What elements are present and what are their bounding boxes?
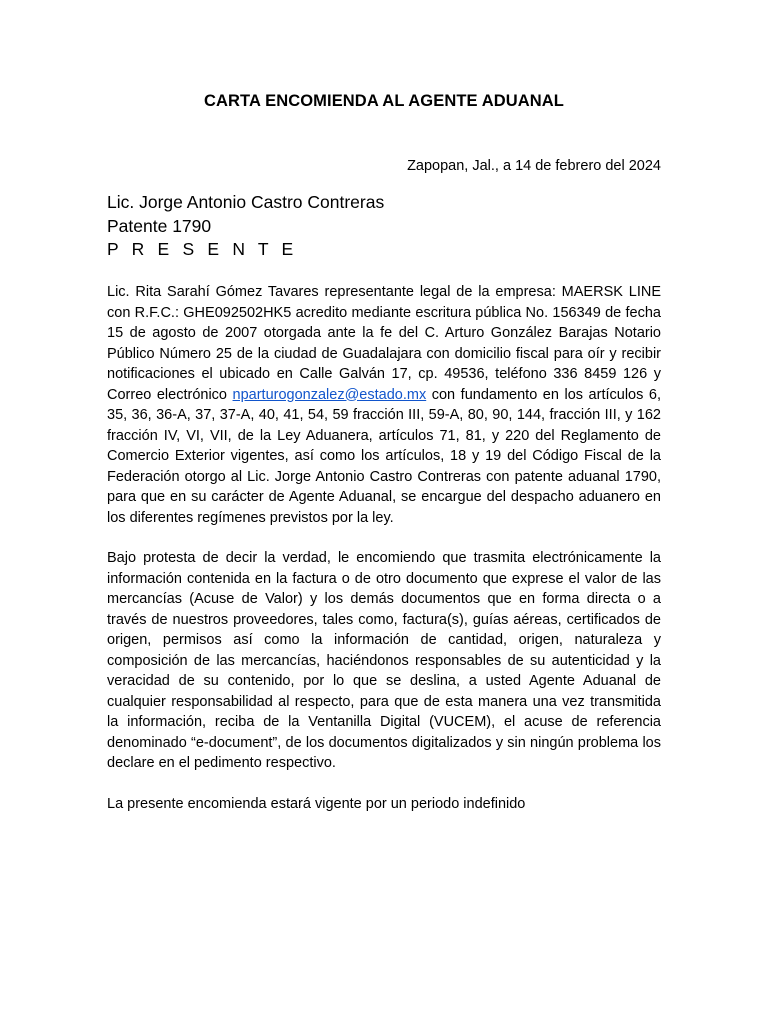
paragraph-representation-text-start: Lic. Rita Sarahí Gómez Tavares representante legal de la empresa: MAERSK LINE con R.F.C.: GHE092502HK5 acredito mediante escritura pública No. 156349 de fecha 15 de agosto de 2007 otorgada ante la fe del C. Arturo González Barajas Notario Público Número 25 de la ciudad de Guadalajara con domicilio fiscal para oír y recibir notificaciones el ubicado en Calle Galván 17, cp. 49536, teléfono 336 8459 126 y Correo electrónico xyxy=(107,284,661,403)
document-title: CARTA ENCOMIENDA AL AGENTE ADUANAL xyxy=(204,92,564,110)
recipient-name: Lic. Jorge Antonio Castro Contreras xyxy=(107,192,385,212)
date-line: Zapopan, Jal., a 14 de febrero del 2024 xyxy=(407,158,661,174)
recipient-patent: Patente 1790 xyxy=(107,215,212,236)
email-link[interactable]: nparturogonzalez@estado.mx xyxy=(232,386,427,403)
recipient-salutation: P R E S E N T E xyxy=(107,239,298,259)
recipient-block xyxy=(107,191,384,262)
paragraph-representation-text-end: con fundamento en los artículos 6, 35, 36, 36-A, 37, 37-A, 40, 41, 54, 59 fracción III, 59-A, 80, 90, 144, fracción III, y 162 fracción IV, VI, VII, de la Ley Aduanera, artículos 71, 81, y 220 del Reglamento de Comercio Exterior vigentes, así como los artículos, 18 y 19 del Código Fiscal de la Federación otorgo al Lic. Jorge Antonio Castro Contreras con patente aduanal 1790, para que en su carácter de Agente Aduanal, se encargue del despacho aduanero en los diferentes regímenes previstos por la ley. xyxy=(107,386,661,526)
paragraph-validity: La presente encomienda estará vigente por un periodo indefinido xyxy=(107,796,526,812)
paragraph-representation xyxy=(107,282,661,528)
paragraph-declaration: Bajo protesta de decir la verdad, le encomiendo que trasmita electrónicamente la información contenida en la factura o de otro documento que exprese el valor de las mercancías (Acuse de Valor) y los demás documentos que en forma directa o a través de nuestros proveedores, tales como, factura(s), guías aéreas, certificados de origen, permisos así como la información de cantidad, origen, naturaleza y composición de las mercancías, haciéndonos responsables de su autenticidad y la veracidad de su contenido, por lo que se deslina, a usted Agente Aduanal de cualquier responsabilidad al respecto, para que de esta manera una vez transmitida la información, reciba de la Ventanilla Digital (VUCEM), el acuse de referencia denominado “e-document”, de los documentos digitalizados y sin ningún problema los declare en el pedimento respectivo. xyxy=(107,550,661,771)
